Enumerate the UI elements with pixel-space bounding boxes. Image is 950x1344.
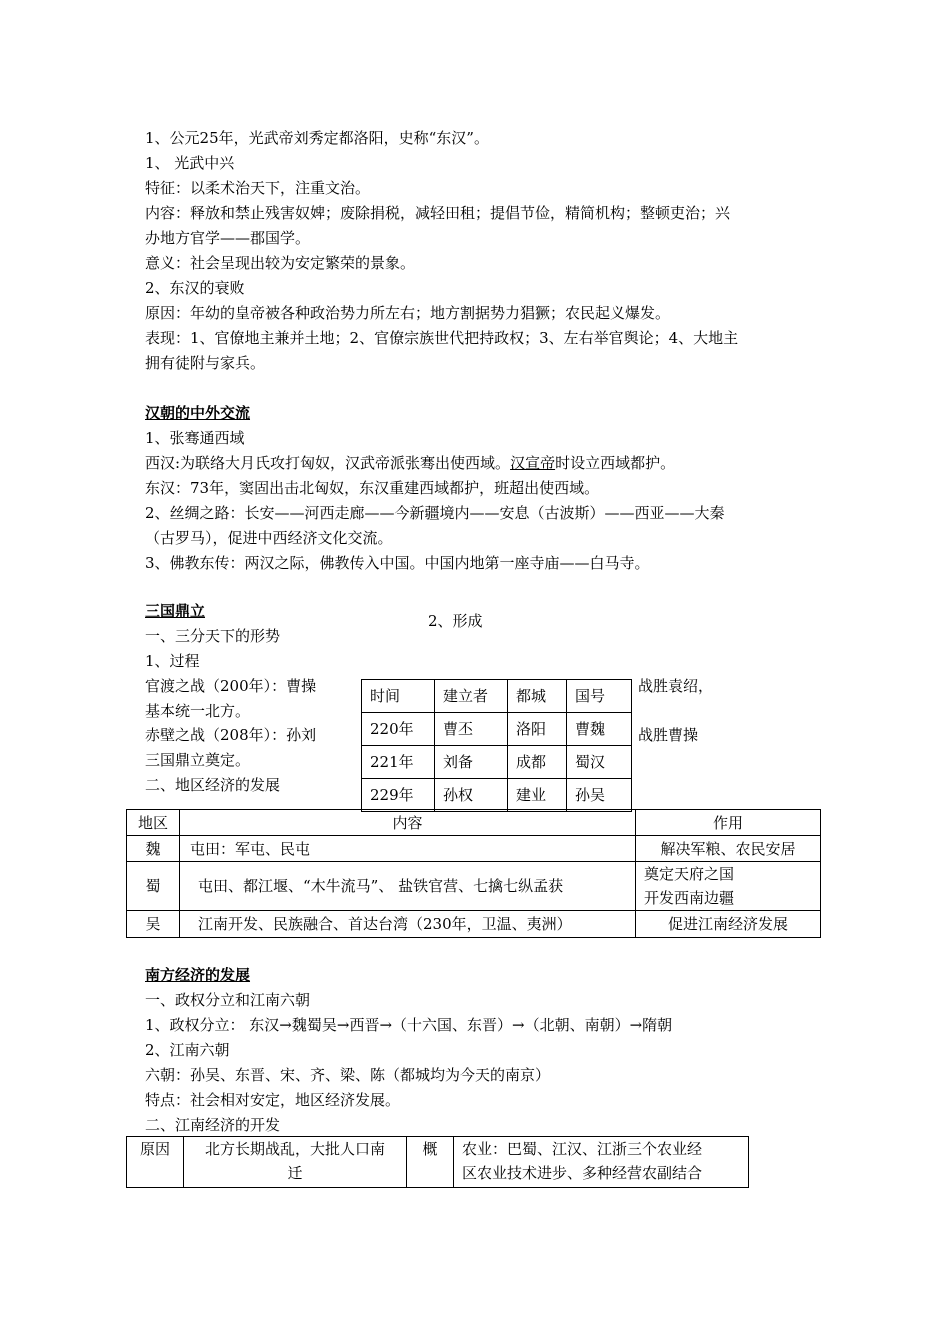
text-line: 拥有徒附与家兵。 — [145, 354, 266, 372]
cell-line: 农业：巴蜀、江汉、江浙三个农业经 — [462, 1140, 703, 1158]
effect-line: 开发西南边疆 — [644, 889, 735, 907]
text-line: 2、江南六朝 — [145, 1041, 230, 1059]
table-header: 作用 — [636, 810, 821, 836]
text-line: 一、政权分立和江南六朝 — [145, 991, 311, 1009]
table-header: 时间 — [362, 680, 435, 713]
text-line: 内容：释放和禁止残害奴婢；废除捐税，减轻田租；提倡节俭，精简机构；整顿吏治；兴 — [145, 204, 731, 222]
text-line: 官渡之战（200年）：曹操 — [145, 677, 317, 695]
table-cell — [636, 862, 821, 911]
text-line: 东汉：73年，窦固出击北匈奴，东汉重建西域都护，班超出使西域。 — [145, 479, 600, 497]
table-cell: 蜀 — [127, 862, 180, 911]
table-header: 国号 — [567, 680, 632, 713]
section-heading: 三国鼎立 — [145, 602, 206, 620]
table-header-row — [362, 680, 632, 713]
text-line: 办地方官学——郡国学。 — [145, 229, 311, 247]
text-line: 意义：社会呈现出较为安定繁荣的景象。 — [145, 254, 416, 272]
text-line: 1、 光武中兴 — [145, 154, 235, 172]
cell-line: 迁 — [287, 1164, 303, 1182]
table-row — [127, 862, 821, 911]
table-cell: 曹魏 — [567, 713, 632, 746]
cell-line: 北方长期战乱，大批人口南 — [204, 1140, 385, 1158]
formation-label: 2、形成 — [428, 612, 483, 630]
table-cell: 魏 — [127, 836, 180, 862]
table-cell: 促进江南经济发展 — [636, 911, 821, 938]
table-cell: 成都 — [508, 746, 567, 779]
cell-line: 区农业技术进步、多种经营农副结合 — [462, 1164, 703, 1182]
text-line: 战胜袁绍， — [638, 677, 714, 695]
table-cell: 概 — [407, 1137, 454, 1188]
table-row — [127, 836, 821, 862]
text-line: 战胜曹操 — [638, 726, 699, 744]
underlined-term: 汉宣帝 — [510, 454, 556, 472]
table-cell: 建业 — [508, 779, 567, 812]
table-cell: 229年 — [362, 779, 435, 812]
south-table — [126, 1136, 749, 1188]
table-cell: 221年 — [362, 746, 435, 779]
table-row — [362, 713, 632, 746]
text-line: 特点：社会相对安定，地区经济发展。 — [145, 1091, 401, 1109]
text-line: 1、政权分立： 东汉→魏蜀吴→西晋→（十六国、东晋）→（北朝、南朝）→隋朝 — [145, 1016, 673, 1034]
table-row — [127, 1137, 749, 1188]
text-line: 赤壁之战（208年）：孙刘 — [145, 726, 317, 744]
table-header: 地区 — [127, 810, 180, 836]
text-line: 3、佛教东传：两汉之际，佛教传入中国。中国内地第一座寺庙——白马寺。 — [145, 554, 650, 572]
text-line: 六朝：孙吴、东晋、宋、齐、梁、陈（都城均为今天的南京） — [145, 1066, 551, 1084]
table-cell: 吴 — [127, 911, 180, 938]
effect-line: 奠定天府之国 — [644, 865, 735, 883]
text-span: 时设立西域都护。 — [555, 454, 676, 472]
table-row — [362, 779, 632, 812]
table-cell: 220年 — [362, 713, 435, 746]
text-line: 三国鼎立奠定。 — [145, 751, 251, 769]
table-cell: 蜀汉 — [567, 746, 632, 779]
table-cell: 洛阳 — [508, 713, 567, 746]
table-cell: 江南开发、民族融合、首达台湾（230年，卫温、夷洲） — [180, 911, 636, 938]
table-header: 建立者 — [435, 680, 508, 713]
table-cell — [454, 1137, 749, 1188]
table-header-row — [127, 810, 821, 836]
table-header: 内容 — [180, 810, 636, 836]
table-cell: 解决军粮、农民安居 — [636, 836, 821, 862]
table-cell: 曹丕 — [435, 713, 508, 746]
text-line — [145, 451, 675, 475]
text-line: 1、公元25年，光武帝刘秀定都洛阳，史称“东汉”。 — [145, 129, 489, 147]
table-cell: 孙权 — [435, 779, 508, 812]
text-line: 原因：年幼的皇帝被各种政治势力所左右；地方割据势力猖獗；农民起义爆发。 — [145, 304, 671, 322]
text-line: 2、东汉的衰败 — [145, 279, 245, 297]
text-line: 特征：以柔术治天下，注重文治。 — [145, 179, 371, 197]
text-line: （古罗马），促进中西经济文化交流。 — [145, 529, 393, 547]
text-line: 1、过程 — [145, 652, 200, 670]
table-header: 都城 — [508, 680, 567, 713]
text-line: 一、三分天下的形势 — [145, 627, 281, 645]
text-line: 表现：1、官僚地主兼并土地；2、官僚宗族世代把持政权；3、左右举官舆论；4、大地主 — [145, 329, 739, 347]
text-span: 西汉:为联络大月氏攻打匈奴，汉武帝派张骞出使西域。 — [145, 454, 511, 472]
table-cell: 刘备 — [435, 746, 508, 779]
text-line: 二、江南经济的开发 — [145, 1116, 281, 1134]
table-cell — [184, 1137, 407, 1188]
text-line: 基本统一北方。 — [145, 702, 251, 720]
text-line: 2、丝绸之路：长安——河西走廊——今新疆境内——安息（古波斯）——西亚——大秦 — [145, 504, 725, 522]
table-row — [362, 746, 632, 779]
table-cell: 屯田、都江堰、“木牛流马”、 盐铁官营、七擒七纵孟获 — [180, 862, 636, 911]
table-row — [127, 911, 821, 938]
section-heading: 南方经济的发展 — [145, 966, 251, 984]
formation-table — [361, 679, 632, 812]
text-line: 二、地区经济的发展 — [145, 776, 281, 794]
table-cell: 原因 — [127, 1137, 184, 1188]
table-cell: 屯田：军屯、民屯 — [180, 836, 636, 862]
economy-table — [126, 809, 821, 938]
table-cell: 孙吴 — [567, 779, 632, 812]
text-line: 1、张骞通西域 — [145, 429, 245, 447]
section-heading: 汉朝的中外交流 — [145, 404, 251, 422]
